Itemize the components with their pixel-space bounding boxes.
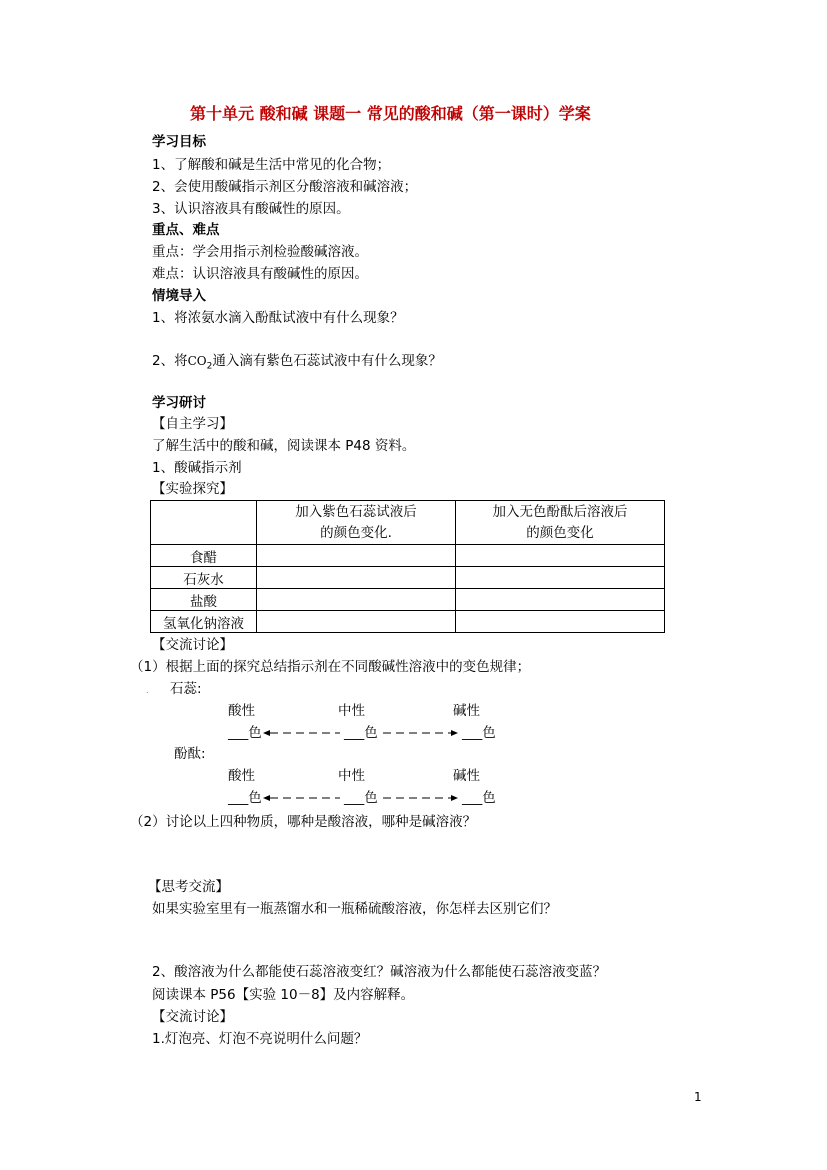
keypoints-heading: 重点、难点 — [152, 222, 220, 238]
page-title: 第十单元 酸和碱 课题一 常见的酸和碱（第一课时）学案 — [190, 104, 591, 123]
litmus-acid-label: 酸性 — [228, 703, 255, 719]
cell-hcl-phenol[interactable] — [456, 589, 665, 611]
goals-heading: 学习目标 — [152, 134, 206, 150]
page-number: 1 — [694, 1090, 702, 1104]
phenol-acid-blank[interactable]: ___色 — [228, 790, 262, 806]
table-header-empty — [151, 501, 257, 545]
cell-vinegar-litmus[interactable] — [257, 545, 456, 567]
thinking-question-2: 2、酸溶液为什么都能使石蕊溶液变红？碱溶液为什么都能使石蕊溶液变蓝？ — [152, 964, 607, 980]
thinking-heading: 【思考交流】 — [148, 879, 229, 895]
cell-naoh-litmus[interactable] — [257, 611, 456, 633]
thinking-question-1: 如果实验室里有一瓶蒸馏水和一瓶稀硫酸溶液，你怎样去区别它们？ — [152, 901, 557, 917]
key-point: 重点：学会用指示剂检验酸碱溶液。 — [152, 244, 368, 260]
discussion-question-1: （1）根据上面的探究总结指示剂在不同酸碱性溶液中的变色规律； — [130, 659, 531, 675]
litmus-neutral-label: 中性 — [338, 703, 365, 719]
table-row — [151, 589, 665, 611]
discussion-heading-2: 【交流讨论】 — [152, 1009, 233, 1025]
explore-label: 【实验探究】 — [152, 481, 233, 497]
discussion-question-3: 1.灯泡亮、灯泡不亮说明什么问题？ — [152, 1031, 368, 1047]
discussion-heading: 【交流讨论】 — [152, 637, 233, 653]
reading-instruction: 阅读课本 P56【实验 10－8】及内容解释。 — [152, 987, 415, 1003]
goal-item-1: 1、了解酸和碱是生活中常见的化合物； — [152, 157, 391, 173]
goal-item-2: 2、会使用酸碱指示剂区分酸溶液和碱溶液； — [152, 179, 418, 195]
cell-hcl-litmus[interactable] — [257, 589, 456, 611]
litmus-base-label: 碱性 — [453, 703, 480, 719]
litmus-label: 石蕊: — [170, 681, 202, 697]
table-header-phenolphthalein: 加入无色酚酞后溶液后 的颜色变化 — [456, 501, 665, 545]
phenol-label: 酚酞: — [174, 746, 206, 762]
right-arrow-icon — [381, 791, 459, 805]
intro-question-1: 1、将浓氨水滴入酚酞试液中有什么现象？ — [152, 310, 404, 326]
intro-heading: 情境导入 — [152, 288, 206, 304]
table-row — [151, 545, 665, 567]
table-header-row — [151, 501, 665, 545]
experiment-table — [150, 500, 665, 633]
row-label-vinegar: 食醋 — [151, 545, 257, 567]
row-label-limewater: 石灰水 — [151, 567, 257, 589]
table-row — [151, 611, 665, 633]
indicator-heading: 1、酸碱指示剂 — [152, 460, 242, 476]
discussion-question-2: （2）讨论以上四种物质，哪种是酸溶液，哪种是碱溶液？ — [130, 814, 477, 830]
intro-question-2: 2、将$CO_2$通入滴有紫色石蕊试液中有什么现象？ — [152, 353, 442, 372]
cell-naoh-phenol[interactable] — [456, 611, 665, 633]
self-study-text: 了解生活中的酸和碱，阅读课本 P48 资料。 — [152, 438, 416, 454]
row-label-naoh: 氢氧化钠溶液 — [151, 611, 257, 633]
cell-limewater-litmus[interactable] — [257, 567, 456, 589]
litmus-base-blank[interactable]: ___色 — [462, 725, 496, 741]
litmus-acid-blank[interactable]: ___色 — [228, 725, 262, 741]
litmus-neutral-blank[interactable]: ___色 — [344, 725, 378, 741]
row-label-hcl: 盐酸 — [151, 589, 257, 611]
goal-item-3: 3、认识溶液具有酸碱性的原因。 — [152, 201, 350, 217]
left-arrow-icon — [262, 791, 342, 805]
phenol-base-blank[interactable]: ___色 — [462, 790, 496, 806]
phenol-neutral-blank[interactable]: ___色 — [344, 790, 378, 806]
cell-limewater-phenol[interactable] — [456, 567, 665, 589]
phenol-neutral-label: 中性 — [338, 768, 365, 784]
self-study-label: 【自主学习】 — [152, 416, 233, 432]
table-row — [151, 567, 665, 589]
bullet-dot: . — [146, 686, 149, 695]
cell-vinegar-phenol[interactable] — [456, 545, 665, 567]
phenol-acid-label: 酸性 — [228, 768, 255, 784]
table-header-litmus: 加入紫色石蕊试液后 的颜色变化. — [257, 501, 456, 545]
right-arrow-icon — [381, 726, 459, 740]
left-arrow-icon — [262, 726, 342, 740]
difficulty-point: 难点：认识溶液具有酸碱性的原因。 — [152, 266, 368, 282]
study-heading: 学习研讨 — [152, 395, 206, 411]
phenol-base-label: 碱性 — [453, 768, 480, 784]
